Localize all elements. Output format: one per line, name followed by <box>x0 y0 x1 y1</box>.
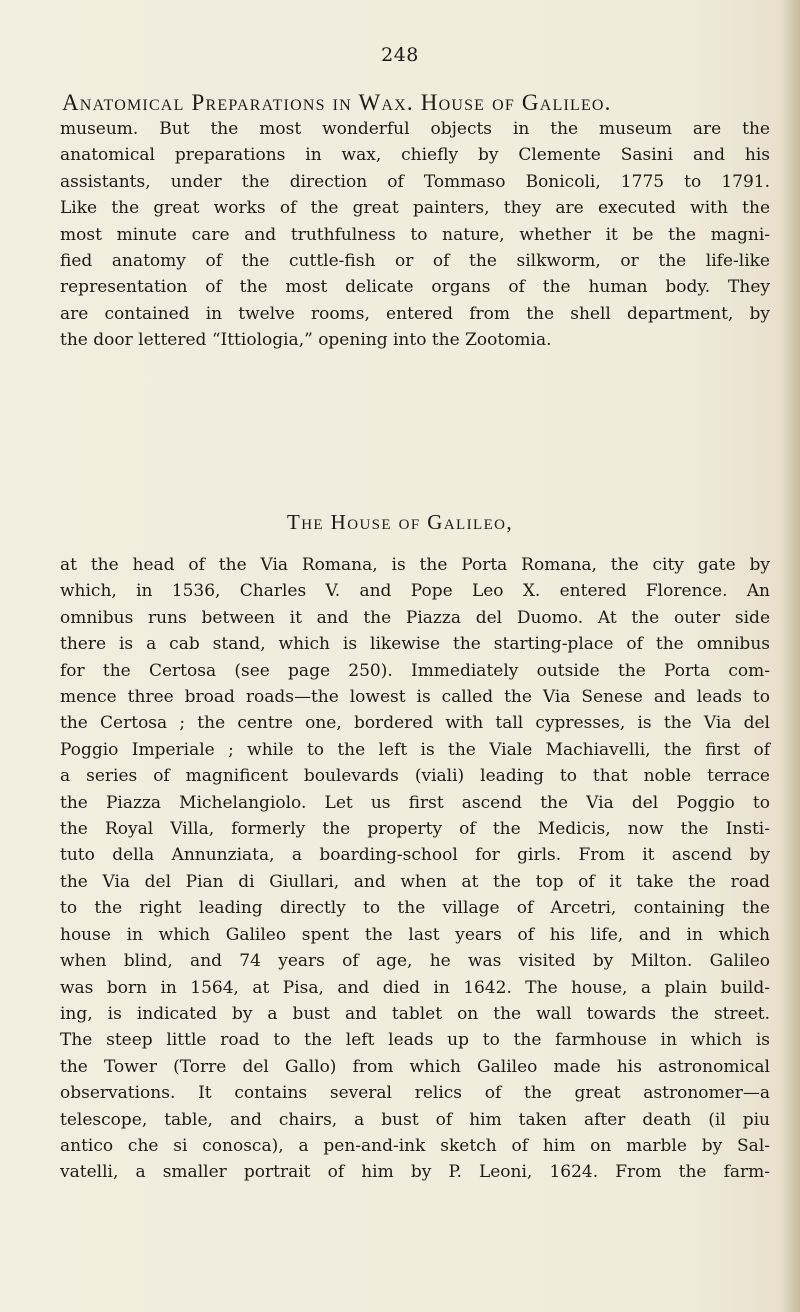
text-line: fied anatomy of the cuttle-fish or of the silkworm, or the life-like <box>60 251 770 272</box>
paragraph-museum <box>60 116 770 354</box>
text-line: tuto della Annunziata, a boarding-school for girls. From it ascend by <box>60 845 770 866</box>
text-line: observations. It contains several relics of the great astronomer—a <box>60 1083 770 1104</box>
text-line: house in which Galileo spent the last years of his life, and in which <box>60 924 770 945</box>
text-line: omnibus runs between it and the Piazza del Duomo. At the outer side <box>60 607 770 628</box>
text-line: most minute care and truthfulness to nature, whether it be the magni- <box>60 224 770 245</box>
text-line: a series of magnificent boulevards (viali) leading to that noble terrace <box>60 766 770 787</box>
text-line: are contained in twelve rooms, entered from the shell department, by <box>60 303 770 324</box>
text-line: which, in 1536, Charles V. and Pope Leo X. entered Florence. An <box>60 581 770 602</box>
text-line: the Piazza Michelangiolo. Let us first ascend the Via del Poggio to <box>60 792 770 813</box>
text-line: antico che si conosca), a pen-and-ink sketch of him on marble by Sal- <box>60 1135 770 1156</box>
paragraph-house-of-galileo <box>60 552 770 1186</box>
text-line: was born in 1564, at Pisa, and died in 1642. The house, a plain build- <box>60 977 770 998</box>
text-line: Poggio Imperiale ; while to the left is the Viale Machiavelli, the first of <box>60 739 770 760</box>
text-line: the Royal Villa, formerly the property of the Medicis, now the Insti- <box>60 819 770 840</box>
text-line: assistants, under the direction of Tommaso Bonicoli, 1775 to 1791. <box>60 171 770 192</box>
text-line: when blind, and 74 years of age, he was visited by Milton. Galileo <box>60 951 770 972</box>
text-line: the Tower (Torre del Gallo) from which Galileo made his astronomical <box>60 1056 770 1077</box>
running-head: Anatomical Preparations in Wax. House of Galileo. <box>62 90 612 115</box>
text-line: anatomical preparations in wax, chiefly by Clemente Sasini and his <box>60 145 770 166</box>
text-line: representation of the most delicate organs of the human body. They <box>60 277 770 298</box>
text-line: telescope, table, and chairs, a bust of him taken after death (il piu <box>60 1109 770 1130</box>
text-line: museum. But the most wonderful objects in the museum are the <box>60 119 770 139</box>
text-line: mence three broad roads—the lowest is called the Via Senese and leads to <box>60 687 770 708</box>
text-line: ing, is indicated by a bust and tablet on the wall towards the street. <box>60 1003 770 1024</box>
text-line: the Certosa ; the centre one, bordered with tall cypresses, is the Via del <box>60 713 770 734</box>
section-heading: The House of Galileo, <box>286 510 514 534</box>
text-line: at the head of the Via Romana, is the Porta Romana, the city gate by <box>60 555 770 575</box>
text-line: The steep little road to the left leads up to the farmhouse in which is <box>60 1030 770 1051</box>
text-line: to the right leading directly to the village of Arcetri, containing the <box>60 898 770 919</box>
text-line: there is a cab stand, which is likewise the starting-place of the omnibus <box>60 634 770 655</box>
text-line: the door lettered “Ittiologia,” opening into the Zootomia. <box>60 330 552 351</box>
text-line: Like the great works of the great painters, they are executed with the <box>60 198 770 219</box>
text-line: vatelli, a smaller portrait of him by P. Leoni, 1624. From the farm- <box>60 1162 770 1183</box>
text-line: for the Certosa (see page 250). Immediately outside the Porta com- <box>60 660 770 681</box>
page-edge-shadow <box>782 0 800 1312</box>
page-number: 248 <box>381 44 419 66</box>
text-line: the Via del Pian di Giullari, and when at the top of it take the road <box>60 871 770 892</box>
